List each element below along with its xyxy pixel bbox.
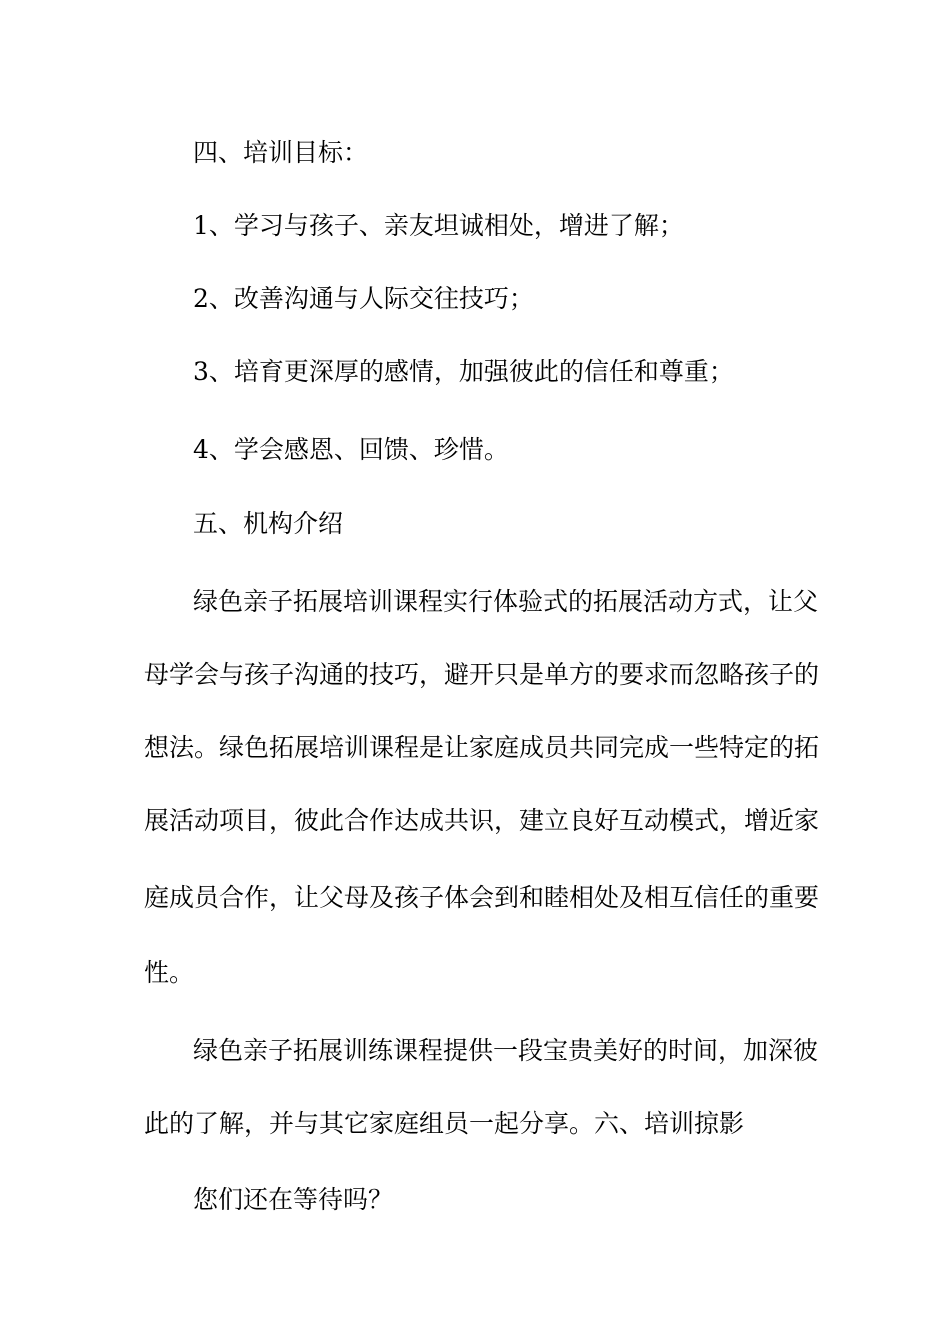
paragraph-line: 展活动项目，彼此合作达成共识，建立良好互动模式，增近家 <box>144 806 820 835</box>
goal-item-2: 2、改善沟通与人际交往技巧； <box>193 284 534 313</box>
goal-item-4: 4、学会感恩、回馈、珍惜。 <box>193 435 509 464</box>
goal-item-1: 1、学习与孩子、亲友坦诚相处，增进了解； <box>193 211 684 240</box>
paragraph-line: 庭成员合作，让父母及孩子体会到和睦相处及相互信任的重要 <box>144 883 820 912</box>
goal-item-3: 3、培育更深厚的感情，加强彼此的信任和尊重； <box>193 357 734 386</box>
paragraph-line: 母学会与孩子沟通的技巧，避开只是单方的要求而忽略孩子的 <box>144 660 820 689</box>
closing-question: 您们还在等待吗？ <box>193 1185 394 1214</box>
paragraph-line: 性。 <box>144 958 195 987</box>
paragraph-line: 此的了解，并与其它家庭组员一起分享。六、培训掠影 <box>144 1109 745 1138</box>
paragraph-line: 想法。绿色拓展培训课程是让家庭成员共同完成一些特定的拓 <box>144 733 820 762</box>
paragraph-line: 绿色亲子拓展培训课程实行体验式的拓展活动方式，让父 <box>193 587 819 616</box>
section-heading-training-goals: 四、培训目标： <box>193 138 369 167</box>
paragraph-line: 绿色亲子拓展训练课程提供一段宝贵美好的时间，加深彼 <box>193 1036 819 1065</box>
section-heading-organization: 五、机构介绍 <box>193 509 344 538</box>
